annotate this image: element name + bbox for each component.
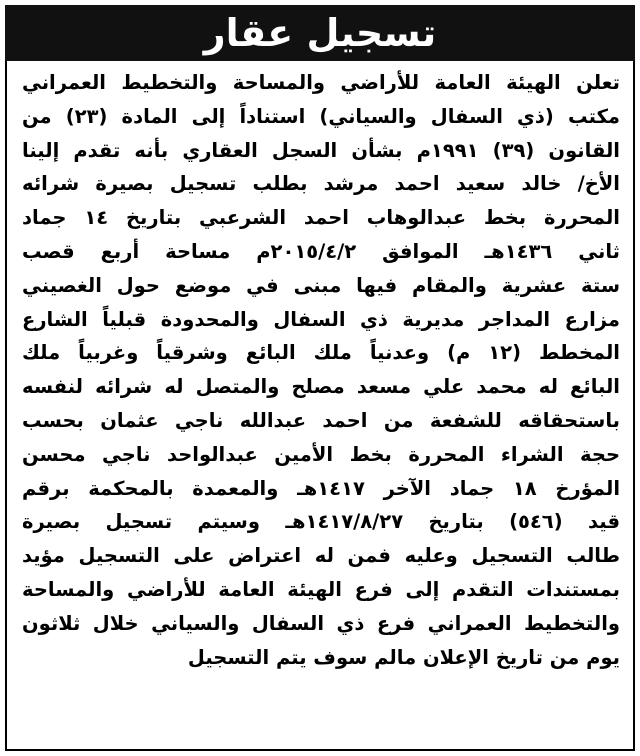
ad-line: مزارع المداجر مديرية ذي السفال والمحدودة قبلياً الشارع: [22, 307, 620, 331]
ad-line: قيد (٥٤٦) بتاريخ ١٤١٧/٨/٢٧هـ وسيتم تسجيل بصيرة: [22, 510, 620, 534]
ad-line: ثاني ١٤٣٦هـ الموافق ٢٠١٥/٤/٢م مساحة أربع قصب: [22, 239, 620, 263]
ad-line: بمستندات التقدم إلى فرع الهيئة العامة للأراضي والمساحة: [22, 577, 620, 601]
ad-line: طالب التسجيل وعليه فمن له اعتراض على التسجيل مؤيد: [22, 544, 620, 568]
ad-body: [22, 66, 620, 674]
ad-line: يوم من تاريخ الإعلان مالم سوف يتم التسجيل: [187, 645, 620, 669]
ad-line: القانون (٣٩) ١٩٩١م بشأن السجل العقاري بأنه تقدم إلينا: [22, 138, 620, 162]
ad-line: المحررة بخط عبدالوهاب احمد الشرعبي بتاريخ ١٤ جماد: [22, 206, 620, 230]
ad-line: ستة عشرية والمقام فيها مبنى في موضع حول الغصيني: [22, 273, 620, 297]
ad-line: باستحقاقه للشفعة من احمد عبدالله ناجي عثمان بحسب: [22, 408, 620, 432]
ad-line: المخطط (١٢ م) وعدنياً ملك البائع وشرقياً وغربياً ملك: [22, 341, 620, 365]
ad-line: البائع له محمد علي مسعد مصلح والمتصل له شرائه لنفسه: [22, 375, 620, 399]
ad-header: [5, 5, 635, 61]
ad-title: تسجيل عقار: [203, 11, 437, 55]
ad-line: تعلن الهيئة العامة للأراضي والمساحة والتخطيط العمراني: [22, 71, 620, 94]
ad-line: مكتب (ذي السفال والسياني) استناداً إلى المادة (٢٣) من: [22, 104, 620, 128]
ad-line: والتخطيط العمراني فرع ذي السفال والسياني خلال ثلاثون: [22, 611, 620, 635]
ad-line: المؤرخ ١٨ جماد الآخر ١٤١٧هـ والمعمدة بالمحكمة برقم: [22, 476, 620, 500]
ad-line: حجة الشراء المحررة بخط الأمين عبدالواحد ناجي محسن: [22, 442, 620, 466]
ad-line: الأخ/ خالد سعيد احمد مرشد بطلب تسجيل بصيرة شرائه: [22, 172, 620, 196]
